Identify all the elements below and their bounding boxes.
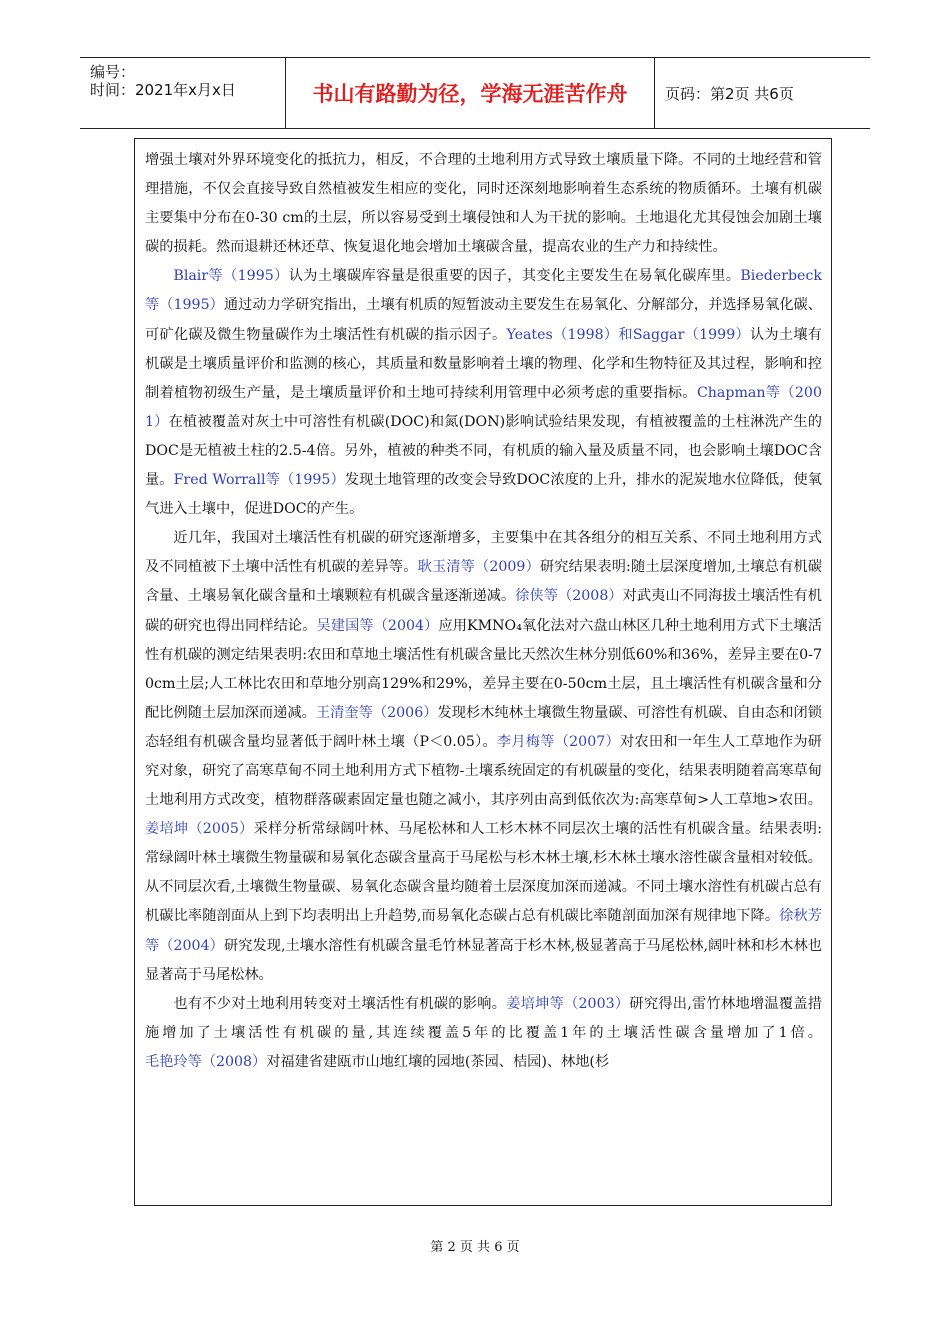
header-page-info: 页码：第2页 共6页 (665, 84, 794, 103)
citation-link[interactable]: 耿玉清等（2009） (417, 559, 540, 576)
header-meta (90, 63, 290, 99)
paragraph-text: 发现杉木纯林土壤微生物量碳、可溶性有机碳、自由态和闭锁态轻组有机碳含量均显著低于阔叶林土壤（P＜0.05）。 (145, 704, 822, 750)
citation-link[interactable]: 姜培坤（2005） (145, 821, 254, 838)
paragraph-text: 认为土壤碳库容量是很重要的因子，其变化主要发生在易氧化碳库里。 (288, 268, 741, 285)
page-header (80, 57, 870, 129)
paragraph-text: 应用KMNO₄氧化法对六盘山林区几种土地利用方式下土壤活性有机碳的测定结果表明:农田和草地土壤活性有机碳含量比天然次生林分别低60%和36%，差异主要在0-70cm土层;人工林比农田和草地分别高129%和29%，差异主要在0-50cm土层，且土壤活性有机碳含量和分配比例随土层加深而递减。 (145, 617, 822, 721)
paragraph-text: 通过动力学研究指出，土壤有机质的短暂波动主要发生在易氧化、分解部分，并选择易氧化碳、可矿化碳及微生物量碳作为土壤活性有机碳的指示因子。 (145, 297, 822, 343)
citation-link[interactable]: 徐侠等（2008） (515, 588, 623, 605)
citation-link[interactable]: 徐秋芳等（2004） (145, 908, 822, 954)
body-paragraph (145, 262, 822, 524)
citation-link[interactable]: Fred Worrall等（1995） (173, 472, 345, 489)
body-paragraph (145, 990, 822, 1077)
paragraph-text: 研究结果表明:随土层深度增加,土壤总有机碳含量、土壤易氧化碳含量和土壤颗粒有机碳含量逐渐递减。 (145, 559, 822, 605)
paragraph-text: 研究发现,土壤水溶性有机碳含量毛竹林显著高于杉木林,极显著高于马尾松林,阔叶林和杉木林也显著高于马尾松林。 (145, 937, 822, 983)
citation-link[interactable]: Yeates（1998）和Saggar（1999） (506, 326, 750, 343)
paragraph-text: 近几年，我国对土壤活性有机碳的研究逐渐增多，主要集中在其各组分的相互关系、不同土地利用方式及不同植被下土壤中活性有机碳的差异等。 (145, 530, 822, 576)
citation-link[interactable]: 毛艳玲等（2008） (145, 1053, 267, 1070)
paragraph-text: 认为土壤有机碳是土壤质量评价和监测的核心，其质量和数量影响着土壤的物理、化学和生物特征及其过程，影响和控制着植物初级生产量，是土壤质量评价和土地可持续利用管理中必须考虑的重要指标。 (145, 326, 822, 401)
paragraph-text: 对农田和一年生人工草地作为研究对象，研究了高寒草甸不同土地利用方式下植物-土壤系统固定的有机碳量的变化，结果表明随着高寒草甸土地利用方式改变，植物群落碳素固定量也随之减小，其序列由高到低依次为:高寒草甸>人工草地>农田。 (145, 733, 822, 809)
header-motto: 书山有路勤为径，学海无涯苦作舟 (312, 82, 628, 106)
citation-link[interactable]: 姜培坤等（2003） (506, 995, 630, 1012)
paragraph-text: 对武夷山不同海拔土壤活性有机碳的研究也得出同样结论。 (145, 588, 822, 634)
paragraph-text: 研究得出,雷竹林地增温覆盖措施增加了土壤活性有机碳的量,其连续覆盖5年的比覆盖1年的土壤活性碳含量增加了1倍。 (145, 995, 822, 1041)
paragraph-text: 增强土壤对外界环境变化的抵抗力，相反，不合理的土地利用方式导致土壤质量下降。不同的土地经营和管理措施，不仅会直接导致自然植被发生相应的变化，同时还深刻地影响着生态系统的物质循环。土壤有机碳主要集中分布在0-30 cm的土层，所以容易受到土壤侵蚀和人为干扰的影响。土地退化尤其侵蚀会加剧土壤碳的损耗。然而退耕还林还草、恢复退化地会增加土壤碳含量，提高农业的生产力和持续性。 (145, 152, 822, 256)
citation-link[interactable]: Chapman等（2001） (145, 384, 822, 430)
header-divider (654, 58, 655, 128)
content-box (134, 138, 832, 1206)
citation-link[interactable]: Blair等（1995） (173, 268, 289, 285)
page-footer: 第 2 页 共 6 页 (430, 1240, 520, 1255)
paragraph-text: 对福建省建瓯市山地红壤的园地(茶园、桔园)、林地(杉 (266, 1053, 610, 1070)
citation-link[interactable]: 王清奎等（2006） (315, 704, 438, 721)
citation-link[interactable]: Biederbeck等（1995） (145, 268, 822, 314)
body-paragraph (145, 146, 822, 262)
paragraph-text: 采样分析常绿阔叶林、马尾松林和人工杉木林不同层次土壤的活性有机碳含量。结果表明:常绿阔叶林土壤微生物量碳和易氧化态碳含量高于马尾松与杉木林土壤,杉木林土壤水溶性碳含量相对较低。从不同层次看,土壤微生物量碳、易氧化态碳含量均随着土层深度加深而递减。不同土壤水溶性有机碳占总有机碳比率随剖面从上到下均表明出上升趋势,而易氧化态碳占总有机碳比率随剖面加深有规律地下降。 (145, 821, 822, 925)
citation-link[interactable]: 吴建国等（2004） (316, 617, 439, 634)
document-number-label: 编号： (90, 63, 136, 81)
paragraph-text: 发现土地管理的改变会导致DOC浓度的上升，排水的泥炭地水位降低，使氧气进入土壤中，促进DOC的产生。 (145, 472, 822, 518)
citation-link[interactable]: 李月梅等（2007） (496, 733, 620, 750)
paragraph-text: 也有不少对土地利用转变对土壤活性有机碳的影响。 (173, 995, 507, 1012)
body-paragraph (145, 524, 822, 990)
document-time-label: 时间：2021年x月x日 (90, 81, 236, 99)
paragraph-text: 在植被覆盖对灰土中可溶性有机碳(DOC)和氮(DON)影响试验结果发现，有植被覆盖的土柱淋洗产生的DOC是无植被土柱的2.5-4倍。另外，植被的种类不同，有机质的输入量及质量不同，也会影响土壤DOC含量。 (145, 413, 822, 489)
